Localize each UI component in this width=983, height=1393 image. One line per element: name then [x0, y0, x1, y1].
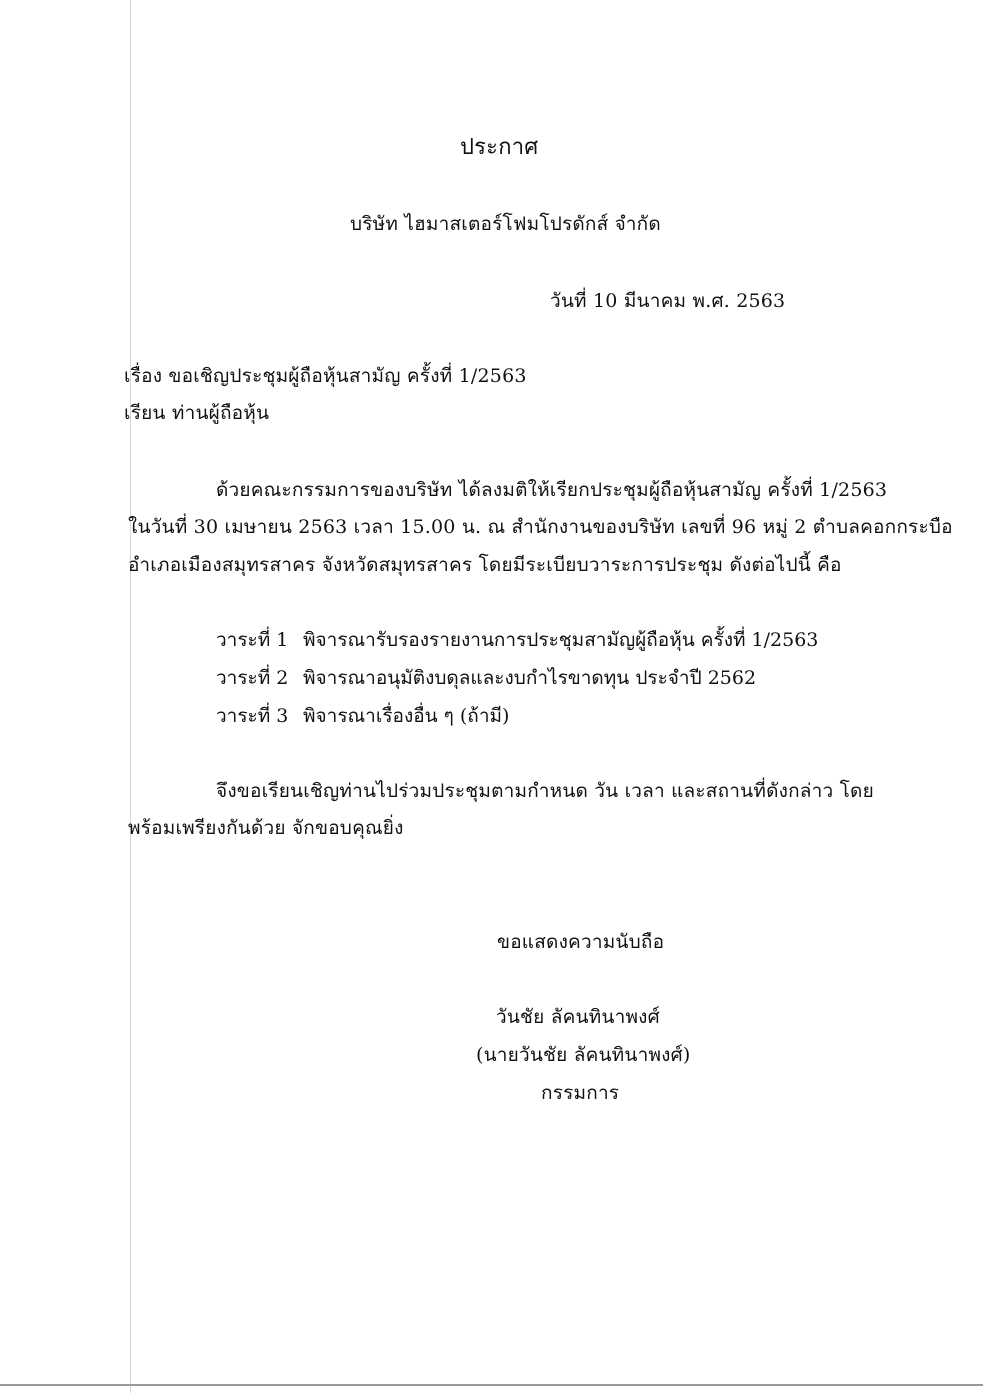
paragraph-1-line-3: อำเภอเมืองสมุทรสาคร จังหวัดสมุทรสาคร โดยมีระเบียบวาระการประชุม ดังต่อไปนี้ คือ [128, 554, 842, 576]
paragraph-2-line-1: จึงขอเรียนเชิญท่านไปร่วมประชุมตามกำหนด วัน เวลา และสถานที่ดังกล่าว โดย [216, 780, 874, 802]
scan-bottom-edge [0, 1384, 983, 1386]
agenda-1-text: พิจารณารับรองรายงานการประชุมสามัญผู้ถือหุ้น ครั้งที่ 1/2563 [303, 629, 819, 651]
signer-full-name: (นายวันชัย ลัคนทินาพงศ์) [476, 1044, 691, 1066]
paragraph-1-line-2: ในวันที่ 30 เมษายน 2563 เวลา 15.00 น. ณ สำนักงานของบริษัท เลขที่ 96 หมู่ 2 ตำบลคอกกระบือ [128, 516, 953, 538]
company-name: บริษัท ไฮมาสเตอร์โฟมโปรดักส์ จำกัด [350, 213, 661, 235]
signer-position: กรรมการ [541, 1082, 620, 1104]
announcement-date: วันที่ 10 มีนาคม พ.ศ. 2563 [550, 290, 786, 312]
announcement-title: ประกาศ [460, 135, 539, 160]
recipient-line: เรียน ท่านผู้ถือหุ้น [124, 402, 270, 424]
subject-line: เรื่อง ขอเชิญประชุมผู้ถือหุ้นสามัญ ครั้งที่ 1/2563 [124, 365, 527, 387]
agenda-2-number: วาระที่ 2 [216, 667, 289, 689]
signer-name: วันชัย ลัคนทินาพงศ์ [496, 1006, 660, 1028]
scan-edge-line [130, 0, 131, 1393]
closing-phrase: ขอแสดงความนับถือ [497, 931, 665, 953]
agenda-3-number: วาระที่ 3 [216, 705, 289, 727]
paragraph-2-line-2: พร้อมเพรียงกันด้วย จักขอบคุณยิ่ง [128, 817, 404, 839]
agenda-3-text: พิจารณาเรื่องอื่น ๆ (ถ้ามี) [303, 705, 510, 727]
agenda-1-number: วาระที่ 1 [216, 629, 289, 651]
paragraph-1-line-1: ด้วยคณะกรรมการของบริษัท ได้ลงมติให้เรียกประชุมผู้ถือหุ้นสามัญ ครั้งที่ 1/2563 [216, 479, 888, 501]
agenda-2-text: พิจารณาอนุมัติงบดุลและงบกำไรขาดทุน ประจำปี 2562 [303, 667, 757, 689]
